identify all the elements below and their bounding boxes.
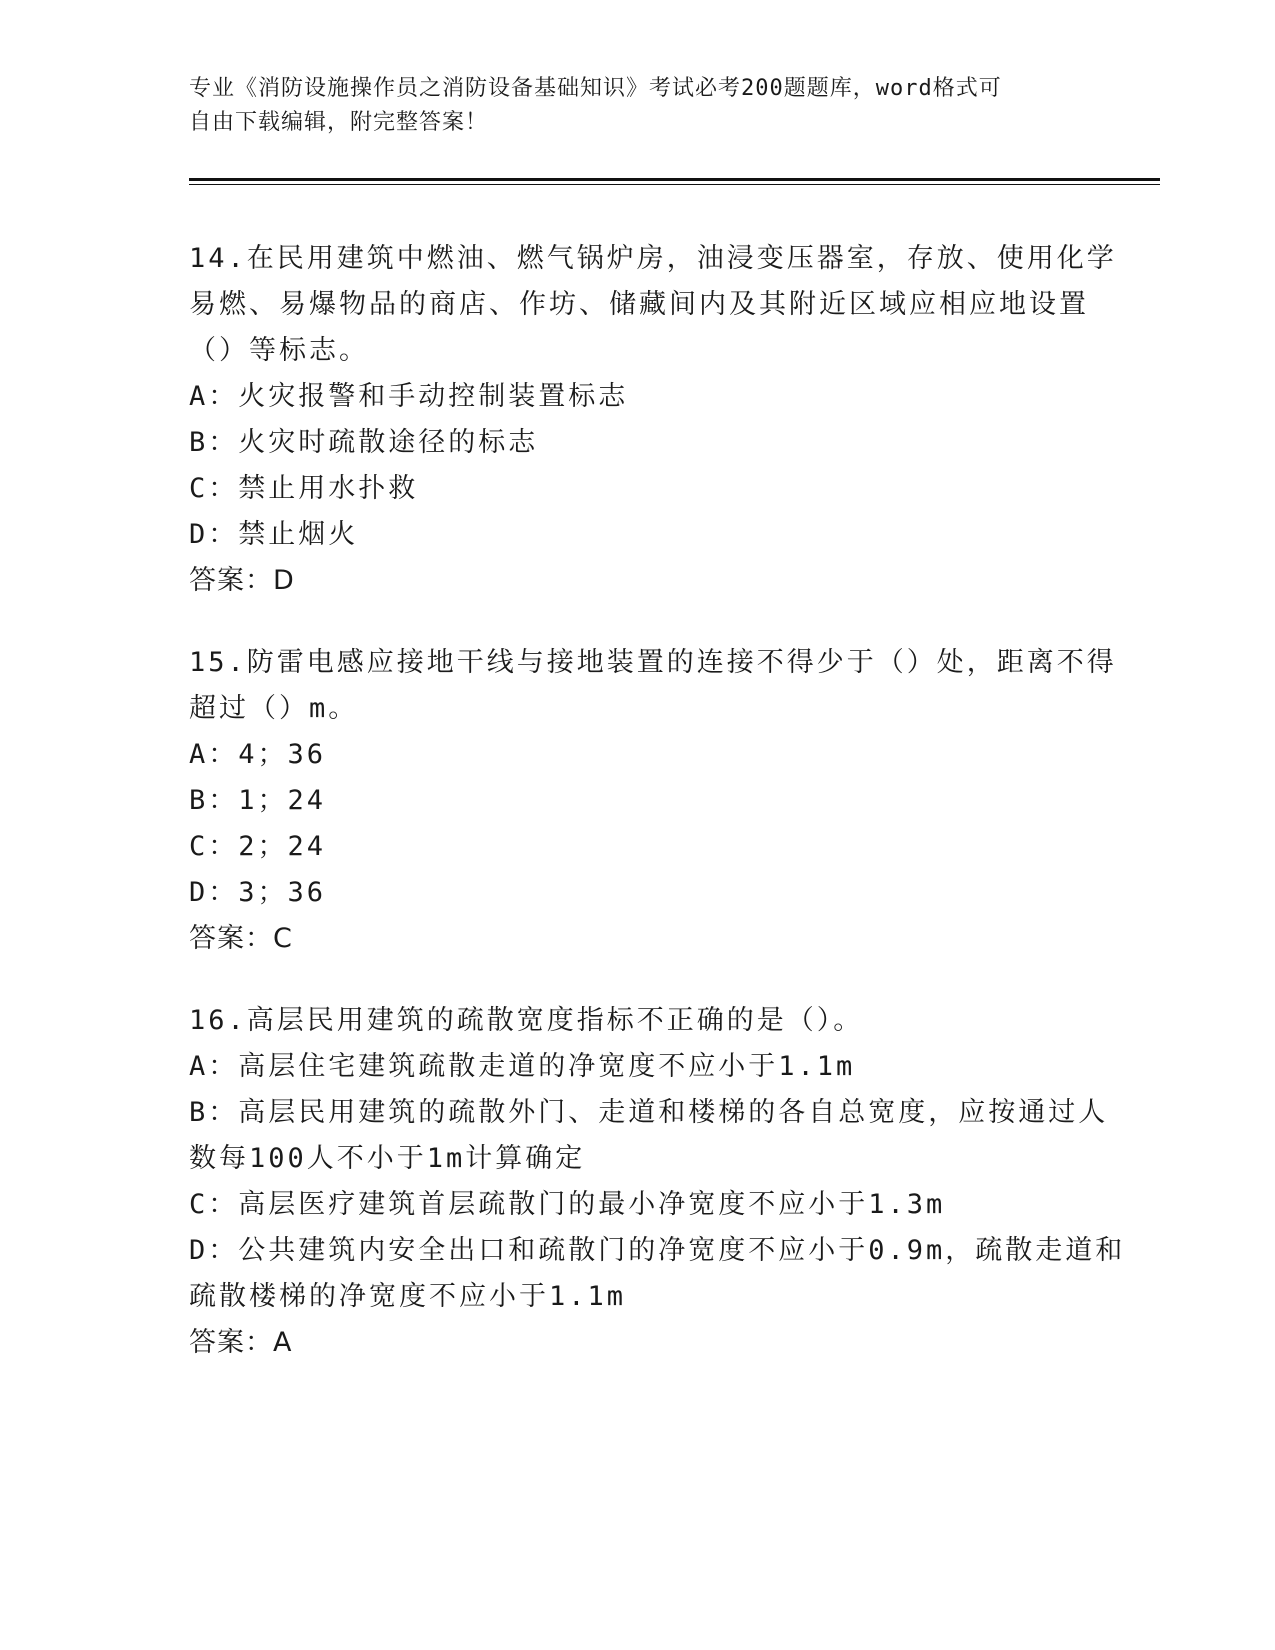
option-b-continued: 数每100人不小于1m计算确定 xyxy=(189,1143,586,1174)
option-a: A：火灾报警和手动控制装置标志 xyxy=(189,381,629,412)
question-stem-line: 易燃、易爆物品的商店、作坊、储藏间内及其附近区域应相应地设置 xyxy=(189,289,1089,320)
option-b: B：1；24 xyxy=(189,785,327,816)
option-a: A：4；36 xyxy=(189,739,327,770)
question-stem-line: 14.在民用建筑中燃油、燃气锅炉房，油浸变压器室，存放、使用化学 xyxy=(189,243,1117,274)
document-header xyxy=(189,72,1089,140)
option-d-continued: 疏散楼梯的净宽度不应小于1.1m xyxy=(189,1281,627,1312)
option-d: D：3；36 xyxy=(189,877,327,908)
option-b: B：高层民用建筑的疏散外门、走道和楼梯的各自总宽度，应按通过人 xyxy=(189,1097,1109,1128)
question-list xyxy=(189,236,1126,1402)
header-line-2: 自由下载编辑，附完整答案！ xyxy=(189,110,489,135)
header-divider-thick xyxy=(189,178,1160,181)
answer-label: 答案：D xyxy=(189,565,295,596)
option-d: D：公共建筑内安全出口和疏散门的净宽度不应小于0.9m，疏散走道和 xyxy=(189,1235,1126,1266)
option-c: C：高层医疗建筑首层疏散门的最小净宽度不应小于1.3m xyxy=(189,1189,946,1220)
question-stem-line: 超过（）m。 xyxy=(189,693,359,724)
answer-label: 答案：C xyxy=(189,923,293,954)
header-line-1: 专业《消防设施操作员之消防设备基础知识》考试必考200题题库，word格式可 xyxy=(189,76,1002,101)
option-c: C：2；24 xyxy=(189,831,327,862)
question-14 xyxy=(189,236,1117,604)
question-16 xyxy=(189,998,1126,1366)
question-stem-line: （）等标志。 xyxy=(189,335,369,366)
option-b: B：火灾时疏散途径的标志 xyxy=(189,427,539,458)
answer-label: 答案：A xyxy=(189,1327,293,1358)
option-a: A：高层住宅建筑疏散走道的净宽度不应小于1.1m xyxy=(189,1051,856,1082)
question-stem-line: 16.高层民用建筑的疏散宽度指标不正确的是（）。 xyxy=(189,1005,864,1036)
question-15 xyxy=(189,640,1117,962)
option-c: C：禁止用水扑救 xyxy=(189,473,419,504)
option-d: D：禁止烟火 xyxy=(189,519,359,550)
header-divider-thin xyxy=(189,184,1160,185)
question-stem-line: 15.防雷电感应接地干线与接地装置的连接不得少于（）处，距离不得 xyxy=(189,647,1117,678)
